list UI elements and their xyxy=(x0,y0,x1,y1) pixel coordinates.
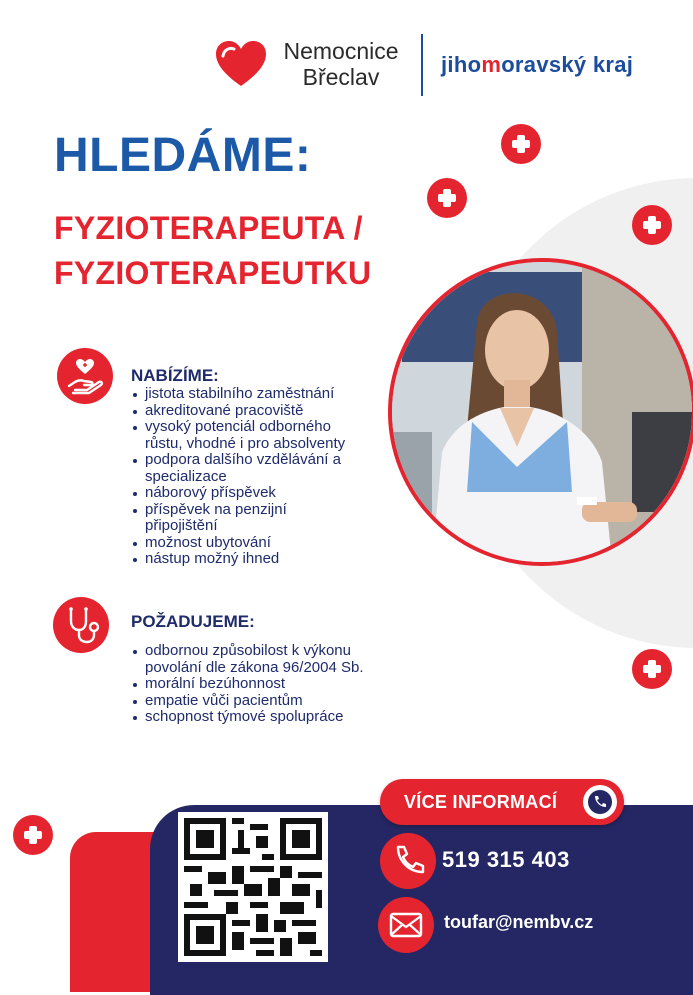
region-logo xyxy=(441,52,633,78)
offer-item: podpora dalšího vzdělávání a specializace xyxy=(145,452,370,485)
hand-heart-icon xyxy=(57,348,113,404)
envelope-icon xyxy=(378,897,434,953)
physiotherapist-photo xyxy=(388,258,693,566)
offer-item: možnost ubytování xyxy=(145,535,385,552)
hospital-heart-logo-icon xyxy=(214,40,268,88)
phone-chat-icon xyxy=(583,785,617,819)
offer-title: NABÍZÍME: xyxy=(131,366,219,385)
phone-icon xyxy=(380,833,436,889)
offer-item: příspěvek na penzijní připojištění xyxy=(145,502,345,535)
phone-number[interactable]: 519 315 403 xyxy=(442,847,570,872)
medical-cross-icon xyxy=(501,124,541,164)
photo-illustration xyxy=(392,262,692,562)
qr-code-graphic xyxy=(178,812,328,962)
requirements-title: POŽADUJEME: xyxy=(131,612,255,631)
offer-item: nástup možný ihned xyxy=(145,551,385,568)
stethoscope-icon xyxy=(53,597,109,653)
medical-cross-icon xyxy=(13,815,53,855)
offer-item: náborový příspěvek xyxy=(145,485,385,502)
medical-cross-icon xyxy=(427,178,467,218)
hospital-name-line1: Nemocnice xyxy=(283,38,399,64)
email-address[interactable]: toufar@nembv.cz xyxy=(444,912,594,932)
requirements-item: morální bezúhonnost xyxy=(145,676,395,693)
requirements-item: schopnost týmové spolupráce xyxy=(145,709,395,726)
more-info-label: VÍCE INFORMACÍ xyxy=(404,792,558,812)
offer-item: akreditované pracoviště xyxy=(145,403,385,420)
requirements-item: odbornou způsobilost k výkonu povolání dle zákona 96/2004 Sb. xyxy=(145,643,370,676)
logo-divider xyxy=(421,34,423,96)
position-title xyxy=(54,206,371,296)
page-title: HLEDÁME: xyxy=(54,129,312,182)
position-title-line1: FYZIOTERAPEUTA / xyxy=(54,210,363,246)
requirements-list xyxy=(131,643,395,726)
position-title-line2: FYZIOTERAPEUTKU xyxy=(54,255,372,291)
qr-code[interactable] xyxy=(178,812,328,962)
medical-cross-icon xyxy=(632,649,672,689)
region-logo-part2: oravský kraj xyxy=(501,52,634,77)
region-logo-m: m xyxy=(481,52,502,77)
offer-item: jistota stabilního zaměstnání xyxy=(145,386,385,403)
hospital-name xyxy=(276,38,406,90)
region-logo-part1: jiho xyxy=(441,52,482,77)
offer-item: vysoký potenciál odborného růstu, vhodné i pro absolventy xyxy=(145,419,370,452)
requirements-item: empatie vůči pacientům xyxy=(145,693,395,710)
hospital-name-line2: Břeclav xyxy=(302,64,380,90)
offer-list xyxy=(131,386,385,568)
medical-cross-icon xyxy=(632,205,672,245)
